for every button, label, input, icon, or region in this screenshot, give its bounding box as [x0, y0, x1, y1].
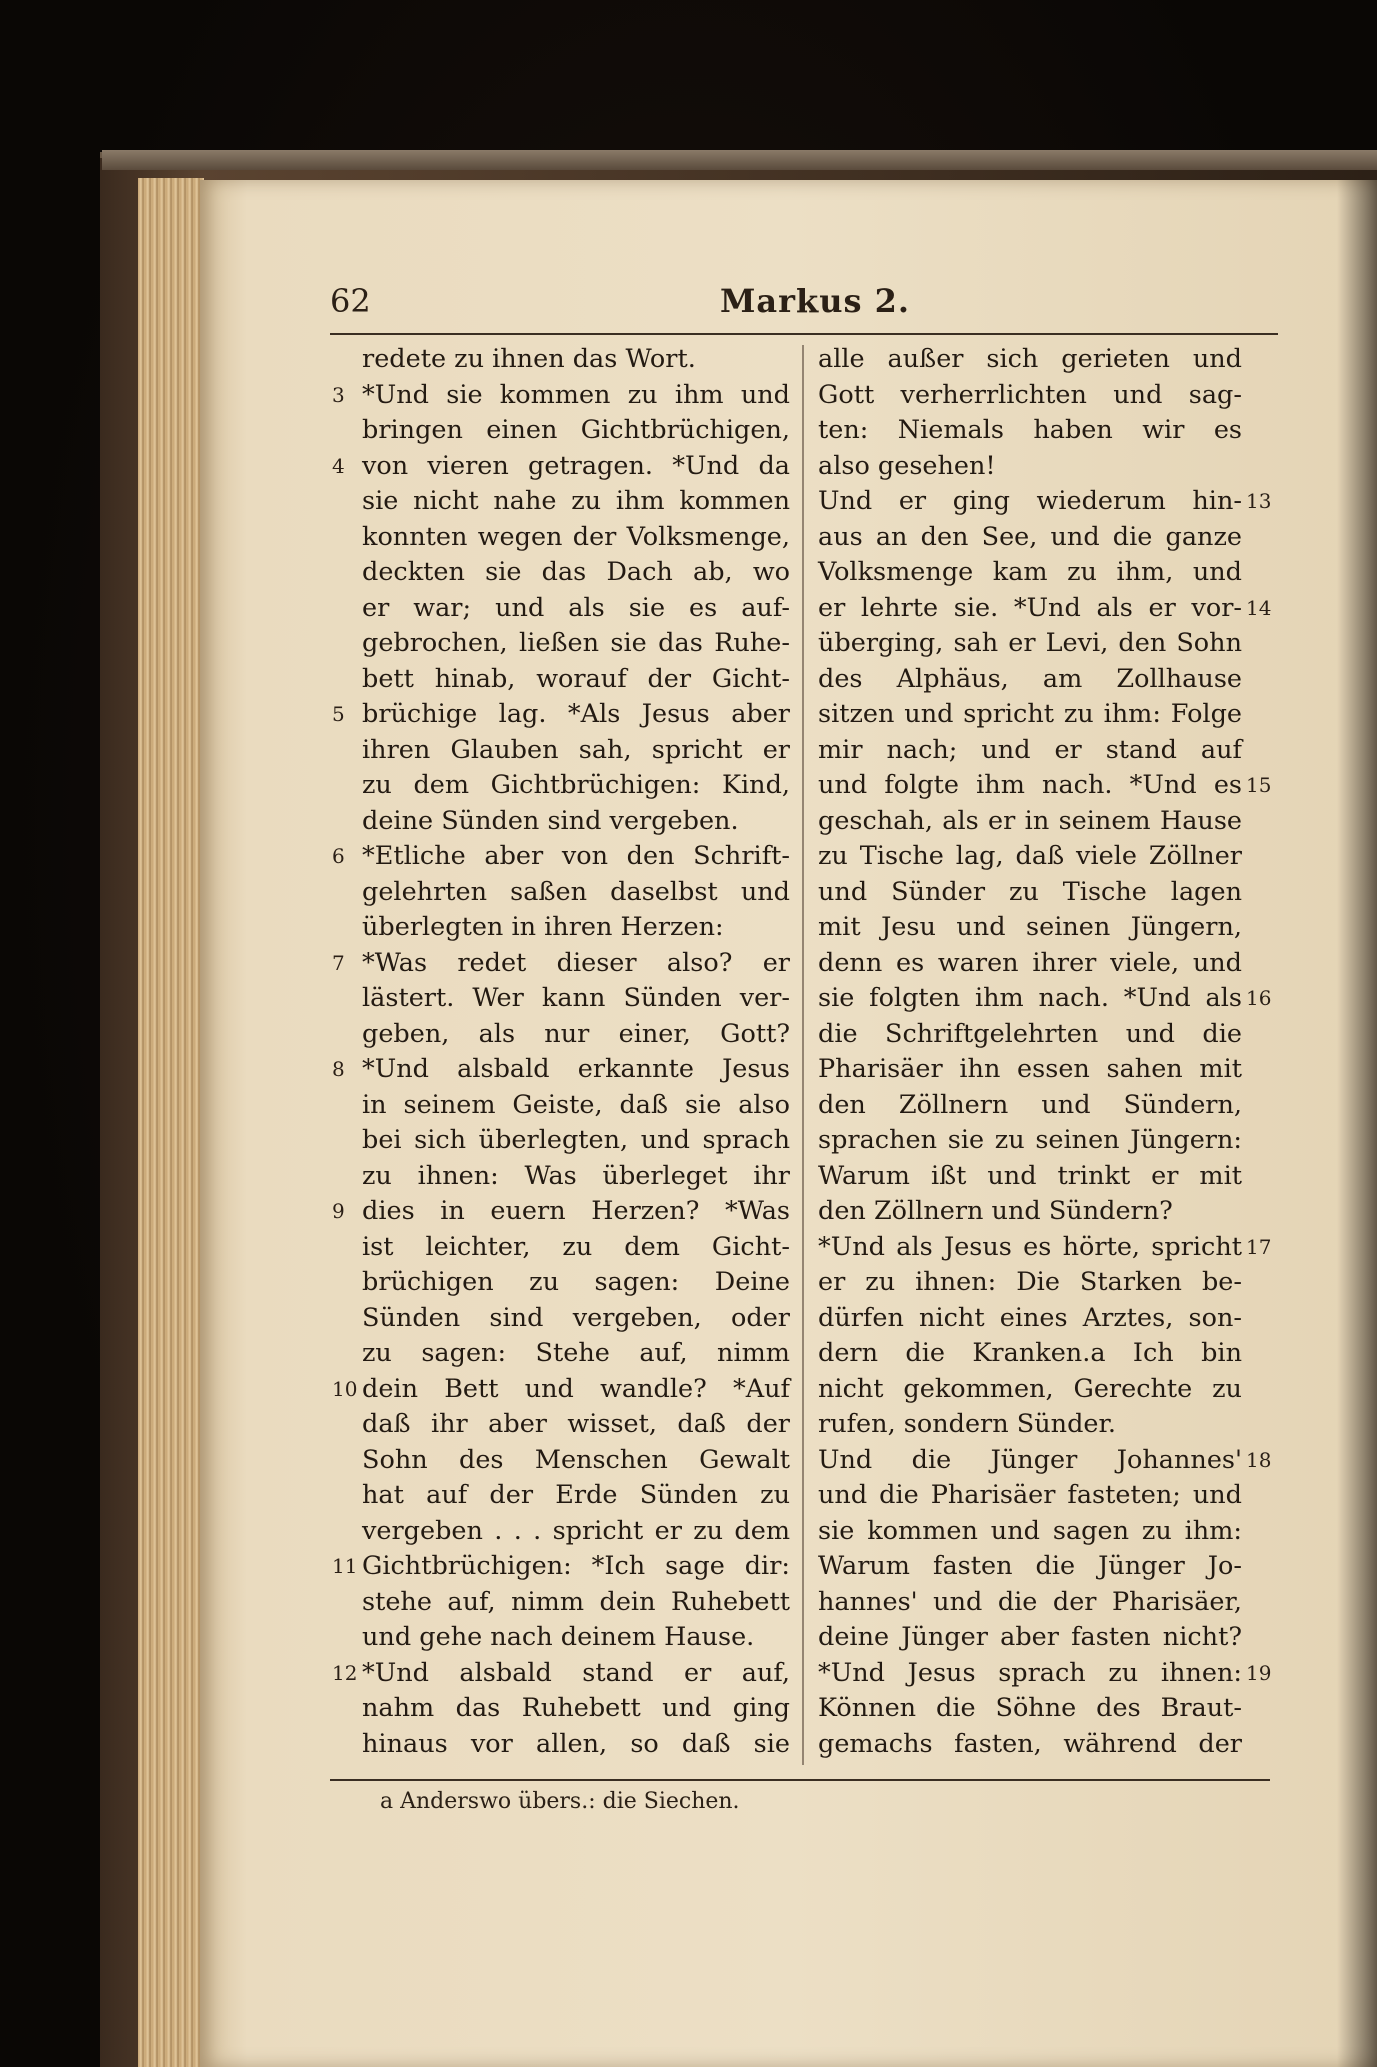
- text-line: [362, 662, 790, 698]
- text-line: [362, 1620, 790, 1656]
- text-line: [818, 1301, 1242, 1337]
- text-line: [362, 1727, 790, 1763]
- text-line: [818, 733, 1242, 769]
- line-text: gebrochen, ließen sie das Ruhe-: [362, 628, 790, 658]
- text-line: [818, 1478, 1242, 1514]
- text-line: [362, 733, 790, 769]
- text-line: [818, 768, 1272, 804]
- text-line: [818, 1336, 1242, 1372]
- line-text: bett hinab, worauf der Gicht-: [362, 663, 790, 694]
- footnote: a Anderswo übers.: die Siechen.: [380, 1789, 740, 1814]
- text-line: [818, 1052, 1242, 1088]
- text-line: [818, 662, 1242, 698]
- text-line: [332, 1052, 790, 1088]
- line-text: mit Jesu und seinen Jüngern,: [818, 912, 1242, 942]
- verse-number: 19: [1246, 1660, 1272, 1685]
- line-text: Warum ißt und trinkt er mit: [818, 1160, 1242, 1191]
- line-text: und folgte ihm nach. *Und es: [818, 770, 1242, 800]
- text-line: [362, 1514, 790, 1550]
- text-line: [362, 1088, 790, 1124]
- verse-number: 12: [332, 1660, 358, 1685]
- line-text: *Und als Jesus es hörte, spricht: [818, 1231, 1242, 1262]
- line-text: bringen einen Gichtbrüchigen,: [362, 415, 790, 445]
- text-line: [818, 1407, 1242, 1443]
- text-line: [362, 520, 790, 556]
- text-line: [818, 1585, 1242, 1621]
- line-text: *Und Jesus sprach zu ihnen:: [818, 1657, 1242, 1688]
- line-text: Sünden sind vergeben, oder: [362, 1302, 790, 1333]
- page-number: 62: [330, 282, 371, 320]
- line-text: *Und alsbald stand er auf,: [362, 1657, 790, 1688]
- text-line: [362, 1443, 790, 1479]
- text-line: [818, 555, 1242, 591]
- line-text: konnten wegen der Volksmenge,: [362, 521, 790, 552]
- line-text: deckten sie das Dach ab, wo: [362, 557, 790, 587]
- verse-number: 10: [332, 1376, 358, 1401]
- text-line: [362, 981, 790, 1017]
- line-text: gelehrten saßen daselbst und: [362, 876, 790, 907]
- text-line: [362, 1123, 790, 1159]
- text-line: [362, 591, 790, 627]
- text-line: [362, 1230, 790, 1266]
- text-line: [818, 449, 1242, 485]
- text-line: [362, 1585, 790, 1621]
- line-text: geben, als nur einer, Gott?: [362, 1018, 790, 1049]
- text-line: [818, 1194, 1242, 1230]
- text-line: [362, 768, 790, 804]
- line-text: dürfen nicht eines Arztes, son-: [818, 1302, 1242, 1333]
- line-text: sitzen und spricht zu ihm: Folge: [818, 699, 1242, 729]
- column-divider: [802, 345, 804, 1765]
- text-line: [818, 1620, 1242, 1656]
- line-text: rufen, sondern Sünder.: [818, 1409, 1116, 1439]
- text-line: [362, 1301, 790, 1337]
- verse-number: 8: [332, 1057, 345, 1081]
- line-text: und gehe nach deinem Hause.: [362, 1622, 755, 1652]
- text-line: [818, 626, 1242, 662]
- right-text-column: [818, 342, 1272, 1762]
- text-line: [818, 1727, 1242, 1763]
- text-line: [818, 591, 1272, 627]
- text-line: [362, 875, 790, 911]
- text-line: [818, 484, 1272, 520]
- line-text: *Und sie kommen zu ihm und: [362, 379, 790, 410]
- header-rule: [330, 333, 1278, 335]
- line-text: die Schriftgelehrten und die: [818, 1018, 1242, 1049]
- line-text: Pharisäer ihn essen sahen mit: [818, 1054, 1242, 1084]
- text-line: [818, 378, 1242, 414]
- text-line: [362, 804, 790, 840]
- line-text: mir nach; und er stand auf: [818, 734, 1242, 765]
- line-text: *Und alsbald erkannte Jesus: [362, 1054, 790, 1084]
- line-text: er zu ihnen: Die Starken be-: [818, 1267, 1242, 1297]
- text-line: [362, 342, 790, 378]
- page-shadow: [1337, 180, 1377, 2067]
- text-line: [818, 1656, 1272, 1692]
- text-line: [818, 981, 1272, 1017]
- text-line: [332, 1656, 790, 1692]
- line-text: hinaus vor allen, so daß sie: [362, 1728, 790, 1759]
- line-text: vergeben . . . spricht er zu dem: [362, 1515, 790, 1546]
- text-line: [362, 910, 790, 946]
- line-text: Und die Jünger Johannes': [818, 1444, 1242, 1475]
- line-text: und Sünder zu Tische lagen: [818, 876, 1242, 907]
- line-text: sie kommen und sagen zu ihm:: [818, 1515, 1242, 1546]
- line-text: also gesehen!: [818, 450, 996, 481]
- line-text: dern die Kranken.a Ich bin: [818, 1338, 1242, 1368]
- text-line: [362, 555, 790, 591]
- line-text: hannes' und die der Pharisäer,: [818, 1586, 1242, 1617]
- text-line: [332, 449, 790, 485]
- text-line: [818, 1088, 1242, 1124]
- line-text: gemachs fasten, während der: [818, 1728, 1242, 1759]
- line-text: deine Jünger aber fasten nicht?: [818, 1622, 1242, 1652]
- line-text: er lehrte sie. *Und als er vor-: [818, 592, 1242, 623]
- text-line: [818, 1017, 1242, 1053]
- line-text: zu Tische lag, daß viele Zöllner: [818, 841, 1242, 871]
- verse-number: 11: [332, 1554, 358, 1578]
- line-text: stehe auf, nimm dein Ruhebett: [362, 1586, 790, 1617]
- line-text: dies in euern Herzen? *Was: [362, 1196, 790, 1226]
- line-text: zu ihnen: Was überleget ihr: [362, 1160, 790, 1191]
- line-text: Volksmenge kam zu ihm, und: [818, 557, 1242, 587]
- text-line: [818, 1514, 1242, 1550]
- text-line: [332, 1372, 790, 1408]
- line-text: zu sagen: Stehe auf, nimm: [362, 1338, 790, 1368]
- text-line: [332, 697, 790, 733]
- line-text: denn es waren ihrer viele, und: [818, 947, 1242, 978]
- line-text: bei sich überlegten, und sprach: [362, 1125, 790, 1155]
- text-line: [362, 1265, 790, 1301]
- line-text: zu dem Gichtbrüchigen: Kind,: [362, 770, 790, 800]
- text-line: [362, 1336, 790, 1372]
- text-line: [362, 1478, 790, 1514]
- text-line: [362, 1407, 790, 1443]
- line-text: nahm das Ruhebett und ging: [362, 1693, 790, 1723]
- line-text: sprachen sie zu seinen Jüngern:: [818, 1125, 1242, 1155]
- line-text: redete zu ihnen das Wort.: [362, 344, 696, 374]
- text-line: [362, 1017, 790, 1053]
- text-line: [818, 1443, 1272, 1479]
- line-text: *Etliche aber von den Schrift-: [362, 841, 790, 871]
- line-text: brüchigen zu sagen: Deine: [362, 1267, 790, 1297]
- text-line: [818, 520, 1242, 556]
- text-line: [332, 378, 790, 414]
- line-text: des Alphäus, am Zollhause: [818, 663, 1242, 694]
- line-text: aus an den See, und die ganze: [818, 521, 1242, 552]
- text-line: [818, 1549, 1242, 1585]
- line-text: sie folgten ihm nach. *Und als: [818, 983, 1242, 1013]
- line-text: hat auf der Erde Sünden zu: [362, 1480, 790, 1510]
- text-line: [362, 1159, 790, 1195]
- text-line: [818, 342, 1242, 378]
- verse-number: 7: [332, 950, 345, 975]
- line-text: Warum fasten die Jünger Jo-: [818, 1551, 1242, 1581]
- text-line: [362, 484, 790, 520]
- line-text: ten: Niemals haben wir es: [818, 415, 1242, 445]
- footnote-rule: [330, 1779, 1270, 1781]
- text-line: [818, 1230, 1272, 1266]
- verse-number: 17: [1246, 1234, 1272, 1259]
- line-text: er war; und als sie es auf-: [362, 592, 790, 623]
- line-text: ihren Glauben sah, spricht er: [362, 734, 790, 765]
- text-line: [818, 875, 1242, 911]
- book-cover-top-edge: [102, 150, 1377, 170]
- line-text: Gott verherrlichten und sag-: [818, 379, 1242, 410]
- text-line: [818, 413, 1242, 449]
- line-text: dein Bett und wandle? *Auf: [362, 1373, 790, 1404]
- line-text: überlegten in ihren Herzen:: [362, 912, 724, 942]
- verse-number: 18: [1246, 1447, 1272, 1472]
- verse-number: 9: [332, 1199, 345, 1223]
- line-text: von vieren getragen. *Und da: [362, 450, 790, 481]
- left-text-column: [332, 342, 790, 1762]
- verse-number: 14: [1246, 595, 1272, 620]
- line-text: sie nicht nahe zu ihm kommen: [362, 486, 790, 516]
- line-text: überging, sah er Levi, den Sohn: [818, 628, 1242, 658]
- page-edges: [138, 178, 204, 2067]
- line-text: Sohn des Menschen Gewalt: [362, 1444, 790, 1475]
- line-text: brüchige lag. *Als Jesus aber: [362, 699, 790, 729]
- line-text: lästert. Wer kann Sünden ver-: [362, 983, 790, 1013]
- text-line: [362, 626, 790, 662]
- line-text: Gichtbrüchigen: *Ich sage dir:: [362, 1551, 790, 1581]
- line-text: alle außer sich gerieten und: [818, 344, 1242, 374]
- line-text: geschah, als er in seinem Hause: [818, 805, 1242, 836]
- verse-number: 6: [332, 844, 345, 868]
- text-line: [818, 697, 1242, 733]
- verse-number: 5: [332, 702, 345, 726]
- text-line: [818, 1372, 1242, 1408]
- verse-number: 15: [1246, 773, 1272, 797]
- line-text: deine Sünden sind vergeben.: [362, 805, 739, 836]
- text-line: [818, 804, 1242, 840]
- line-text: und die Pharisäer fasteten; und: [818, 1480, 1242, 1510]
- line-text: ist leichter, zu dem Gicht-: [362, 1231, 790, 1262]
- text-line: [818, 1691, 1242, 1727]
- verse-number: 16: [1246, 986, 1272, 1010]
- line-text: den Zöllnern und Sündern,: [818, 1089, 1242, 1120]
- text-line: [332, 1549, 790, 1585]
- text-line: [818, 910, 1242, 946]
- verse-number: 4: [332, 453, 345, 478]
- text-line: [818, 1123, 1242, 1159]
- text-line: [362, 413, 790, 449]
- line-text: in seinem Geiste, daß sie also: [362, 1089, 790, 1120]
- line-text: Können die Söhne des Braut-: [818, 1693, 1242, 1723]
- text-line: [818, 839, 1242, 875]
- verse-number: 3: [332, 382, 345, 407]
- text-line: [332, 839, 790, 875]
- line-text: Und er ging wiederum hin-: [818, 486, 1242, 516]
- verse-number: 13: [1246, 489, 1272, 513]
- text-line: [818, 1265, 1242, 1301]
- line-text: nicht gekommen, Gerechte zu: [818, 1373, 1242, 1404]
- text-line: [332, 1194, 790, 1230]
- text-line: [362, 1691, 790, 1727]
- text-line: [818, 1159, 1242, 1195]
- text-line: [332, 946, 790, 982]
- line-text: daß ihr aber wisset, daß der: [362, 1409, 790, 1439]
- line-text: den Zöllnern und Sündern?: [818, 1196, 1173, 1226]
- text-line: [818, 946, 1242, 982]
- line-text: *Was redet dieser also? er: [362, 947, 790, 978]
- running-title: Markus 2.: [720, 282, 911, 320]
